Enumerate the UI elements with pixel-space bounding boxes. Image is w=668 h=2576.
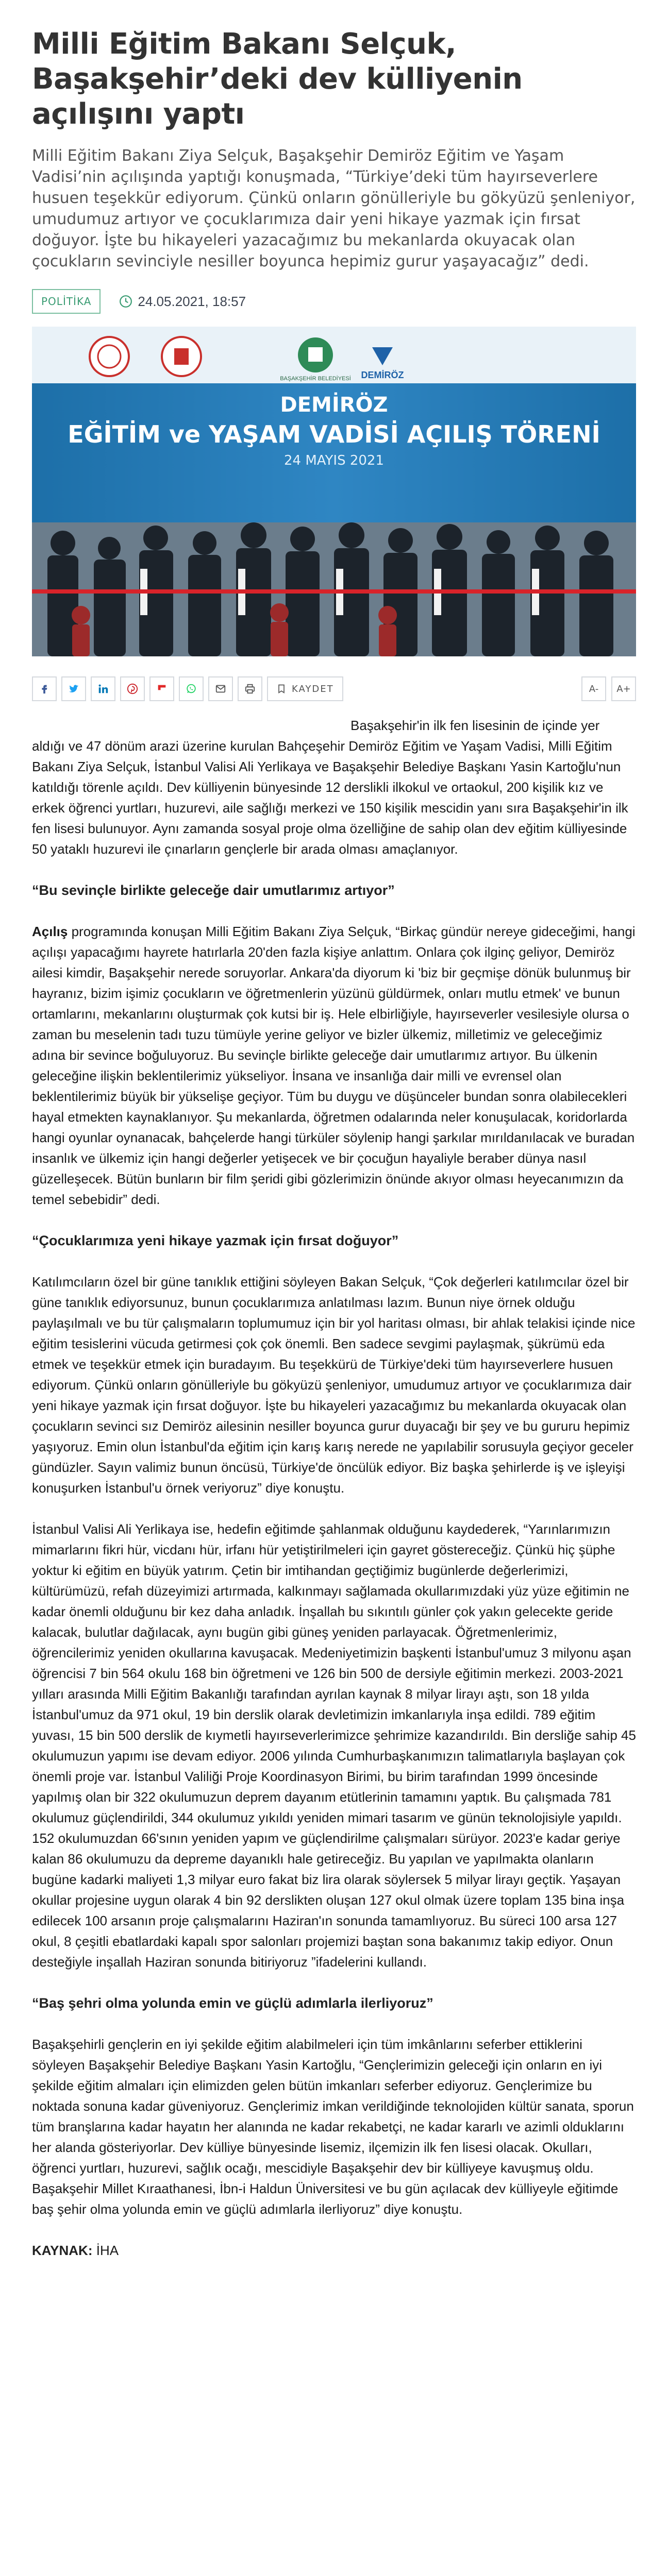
subheading-capital: “Baş şehri olma yolunda emin ve güçlü adımlarla ilerliyoruz” <box>32 1995 433 2011</box>
linkedin-share-button[interactable] <box>91 676 115 701</box>
subheading-new-story: “Çocuklarımıza yeni hikaye yazmak için fırsat doğuyor” <box>32 1233 399 1248</box>
envelope-icon <box>215 683 226 694</box>
paragraph-minister-thanks: Katılımcıların özel bir güne tanıklık ettiğini söyleyen Bakan Selçuk, “Çok değerleri katılımcılar özel bir güne tanıklık ediyorsunuz, bunun çocuklarımıza anlatılması lazım. Bunun niye örnek olduğu paylaşılmalı ve bu tür çalışmaların toplumumuz için bir yol haritası olması, bir ahlak telakisi içinde nice eğitim tesislerini vücuda getirmesi çok çok önemli. Ben sadece sevgimi paylaşmak, şükrümü eda etmek ve teşekkür etmek için buradayım. Bu teşekkürü de Türkiye'deki tüm hayırseverlere husuen ediyorum. Çünkü onların gönülleriyle bu gökyüzü şenleniyor, umudumuz artıyor ve çocuklarımıza dair yeni hikaye yazmak için fırsat doğuyor. İşte bu hikayeleri yazacağımız bu mekanlarda okuyacak olan çocukların sevinci sız Demiröz ailesinin nesiller boyunca gurur duyacağı bir şey ve bu gururu hepimiz yaşıyoruz. Emin olun İstanbul'da eğitim için karış karış nerede ne yapılabilir sorusuyla geçiyor geceler gündüzler. Sayın valimiz bunun öncüsü, Türkiye'de öncülük ediyor. Biz başka şehirlerde iş ve işleyişi konuşurken İstanbul'u örnek veriyoruz” diye konuştu. <box>32 1274 636 1496</box>
printer-icon <box>244 683 256 694</box>
save-button[interactable] <box>267 676 343 701</box>
publish-date-text: 24.05.2021, 18:57 <box>138 293 246 309</box>
article-body <box>32 715 636 2261</box>
pinterest-share-button[interactable] <box>120 676 145 701</box>
hero-logo2-text: BAŞAKŞEHİR BELEDİYESİ <box>280 376 351 382</box>
linkedin-icon <box>97 683 109 694</box>
article-source <box>32 2240 636 2261</box>
print-button[interactable] <box>238 676 262 701</box>
facebook-share-button[interactable] <box>32 676 57 701</box>
paragraph-intro: Başakşehir'in ilk fen lisesinin de içinde yer aldığı ve 47 dönüm arazi üzerine kurulan Bahçeşehir Demiröz Eğitim ve Yaşam Vadisi, Milli Eğitim Bakanı Ziya Selçuk, İstanbul Valisi Ali Yerlikaya ve Başakşehir Belediye Başkanı Yasin Kartoğlu'nun katıldığı törenle açıldı. Dev külliyenin bünyesinde 12 derslikli ilkokul ve ortaokul, 200 kişilik kız ve erkek öğrenci yurtları, huzurevi, aile sağlığı merkezi ve 150 kişilik mescidin yanı sıra Başakşehir'in ilk fen lisesi bulunuyor. Aynı zamanda sosyal proje olma özelliğine de sahip olan dev eğitim külliyesinde 50 yataklı huzurevi ile çınarların gençlerle bir arada olması amaçlanıyor. <box>32 718 628 857</box>
email-share-button[interactable] <box>208 676 233 701</box>
whatsapp-icon <box>186 683 197 694</box>
hero-banner-line2: EĞİTİM ve YAŞAM VADİSİ AÇILIŞ TÖRENİ <box>68 420 600 448</box>
twitter-icon <box>68 683 79 694</box>
category-badge[interactable]: POLİTİKA <box>32 289 101 314</box>
twitter-share-button[interactable] <box>61 676 86 701</box>
paragraph-minister-speech-text: programında konuşan Milli Eğitim Bakanı Ziya Selçuk, “Birkaç gündür nereye gideceğimi, hangi açılışı yapacağımı hayrete hatırlarla 20'den fazla kişiye anlattım. Onlara çok ilginç geliyor, Demiröz ailesi kimdir, Başakşehir nerede soruyorlar. Ankara'da diyorum ki 'biz bir geçmişe dönük bulunmuş bir hayranız, bizim işimiz çocukların ve öğretmenlerin yüzünü güldürmek, onları mutlu etmek' ve bunun ortamlarını, mekanlarını oluşturmak çok kutsi bir iş. Hele elbirliğiyle, hayırseverler vesilesiyle olursa o zaman bu meselenin tadı tuzu tümüyle yerine geliyor ve bizler ülkemiz, milletimiz ve geleceğimiz adına bir sevince boğuluyoruz. Bu sevinçle birlikte geleceğe dair umutlarımız artıyor. Bu ülkenin geleceğine ilişkin beklentilerimiz yükseliyor. İnsana ve insanlığa dair milli ve evrensel olan beklentilerimiz büyük bir yükselişe geçiyor. Tüm bu duygu ve düşünceler bundan sonra olabilecekleri hayal etmekten kaynaklanıyor. Şu mekanlarda, öğretmen odalarında neler konuşulacak, koridorlarda hangi oyunlar oynanacak, bahçelerde hangi türküler söylenip hangi şarkılar mırıldanılacak ve buradan insanlık ve ülkemiz için hangi değerler yetişecek ve bir çocuğun hayaliyle beraber dünya nasıl güzelleşecek. Bütün bunların bir film şeridi gibi gözlerimizin önünde akıyor olması heyecanımızın da temel sebebidir” dedi. <box>32 924 636 1207</box>
facebook-icon <box>39 683 50 694</box>
source-label: KAYNAK: <box>32 2243 93 2258</box>
flipboard-share-button[interactable] <box>149 676 174 701</box>
hero-logo-text: DEMİRÖZ <box>361 370 404 380</box>
article-title: Milli Eğitim Bakanı Selçuk, Başakşehir’deki dev külliyenin açılışını yaptı <box>32 27 523 131</box>
publish-date <box>119 294 246 310</box>
hero-banner-line1: DEMİRÖZ <box>280 393 388 417</box>
share-buttons <box>32 676 343 701</box>
pinterest-icon <box>127 683 138 694</box>
paragraph-governor-speech: İstanbul Valisi Ali Yerlikaya ise, hedefin eğitimde şahlanmak olduğunu kaydederek, “Yarınlarımızın mimarlarını fikri hür, vicdanı hür, irfanı hür yetiştirilmeleri için gayret göstereceğiz. Çünkü hiç şüphe yoktur ki eğitim en büyük yatırım. Çetin bir imtihandan geçtiğimiz bugünlerde değerlerimizi, kültürümüzü, refah düzeyimizi artırmada, kalkınmayı sağlamada okullarımızdaki yüz yüze eğitimin ne kadar önemli olduğunu bir kez daha anladık. İnşallah bu sıkıntılı günler çok yakın gelecekte geride kalacak, bulutlar dağılacak, aynı bugün gibi güneş yeniden parlayacak. Öğretmenlerimiz, öğrencilerimiz yeniden okullarına kavuşacak. Medeniyetimizin başkenti İstanbul'umuz 3 milyonu aşan öğrencisi 7 bin 564 okulu 168 bin öğretmeni ve 126 bin 500 de dersiyle eğitimin merkezi. 2003-2021 yılları arasında Milli Eğitim Bakanlığı tarafından ayrılan kaynak 8 milyar lirayı aştı, son 18 yılda İstanbul'umuz da 971 okul, 19 bin derslik olarak devletimizin imkanlarıyla inşa edildi. 789 eğitim yuvası, 15 bin 500 derslik de kıymetli hayırseverlerimizce şehrimize kazandırıldı. Bin dersliğe sahip 45 okulumuzun yapımı ise devam ediyor. 2006 yılında Cumhurbaşkanımızın talimatlarıyla başlayan çok önemli proje var. İstanbul Valiliği Proje Koordinasyon Birimi, bu birim tarafından 1999 öncesinde yapılmış olan bir 322 okulumuzun deprem dayanım etütlerinin tamamını yaptık. Bu çalışmada 781 okulumuz güçlendirildi, 344 okulumuz yıkıldı yeniden mimari tasarım ve günün teknolojisiyle yapıldı. 152 okulumuzdan 66'sının yeniden yapım ve güçlendirilme çalışmaları sürüyor. 2023'e kadar geriye kalan 86 okulumuzu da depreme dayanıklı hale getireceğiz. Bu yapılan ve yapılmakta olanların bugüne kadarki maliyeti 1,3 milyar euro fakat biz lira olarak söylersek 5 milyar lirayı geçtik. Yaşayan okullar projesine uygun olarak 4 bin 92 derslikten oluşan 127 okul olmak üzere toplam 135 bina inşa edilecek 100 arsanın proje çalışmalarını Haziran'ın sonunda tamamlıyoruz. Bu süreci 100 arsa 127 okul, 8 çeşitli ebatlardaki kapalı spor salonları projemizi baştan sona bakanımız takip ediyor. Onun desteğiyle inşallah Haziran sonunda bitiriyoruz ”ifadelerini kullandı. <box>32 1521 636 1970</box>
paragraph-minister-speech <box>32 921 636 1210</box>
font-decrease-button[interactable]: A- <box>581 676 606 701</box>
flipboard-icon <box>156 683 168 694</box>
subheading-hope: “Bu sevinçle birlikte geleceğe dair umutlarımız artıyor” <box>32 883 395 898</box>
lead-word: Açılış <box>32 924 68 939</box>
ceremony-photo <box>32 327 636 656</box>
paragraph-mayor-speech: Başakşehirli gençlerin en iyi şekilde eğitim alabilmeleri için tüm imkânlarını seferber ettiklerini söyleyen Başakşehir Belediye Başkanı Yasin Kartoğlu, “Gençlerimizin geleceği için onların en iyi şekilde eğitim almaları için elimizden gelen bütün imkanları seferber ediyoruz. Gençlerimize bu noktada sonuna kadar güveniyoruz. Gençlerimiz imkan verildiğinde teknolojiden kültür sanata, sporun tüm branşlarına kadar hayatın her alanında ne kadar rekabetçi, ne kadar kararlı ve azimli olduklarını her alanda gösteriyorlar. Dev külliye bünyesinde lisemiz, ilçemizin ilk fen lisesi olacak. Okulları, öğrenci yurtları, huzurevi, sağlık ocağı, mescidiyle Başakşehir dev bir külliyeye kavuşmuş oldu. Başakşehir Millet Kıraathanesi, İbn-i Haldun Üniversitesi ve bu gün açılacak dev külliyeyle eğitimde baş şehir olma yolunda emin ve güçlü adımlarla ilerliyoruz” diye konuştu. <box>32 2037 634 2217</box>
source-value: İHA <box>92 2243 119 2258</box>
clock-icon <box>119 295 132 308</box>
bookmark-icon <box>276 684 287 694</box>
hero-banner-date: 24 MAYIS 2021 <box>283 453 385 468</box>
share-toolbar <box>32 676 636 702</box>
article-meta <box>32 287 636 315</box>
hero-photo <box>32 327 636 656</box>
whatsapp-share-button[interactable] <box>179 676 204 701</box>
font-increase-button[interactable]: A+ <box>611 676 636 701</box>
font-size-controls <box>581 676 636 701</box>
article-spot: Milli Eğitim Bakanı Ziya Selçuk, Başakşehir Demiröz Eğitim ve Yaşam Vadisi’nin açılışında yaptığı konuşmada, “Türkiye’deki tüm hayırseverlere husuen teşekkür ediyorum. Çünkü onların gönülleriyle bu gökyüzü şenleniyor, umudumuz artıyor ve çocuklarımıza dair yeni hikaye yazmak için fırsat doğuyor. İşte bu hikayeleri yazacağımız bu mekanlarda okuyacak olan çocukların sevinciyle nesiller boyunca hepimiz gurur yaşayacağız” dedi. <box>32 147 636 270</box>
save-button-label: KAYDET <box>292 683 334 694</box>
